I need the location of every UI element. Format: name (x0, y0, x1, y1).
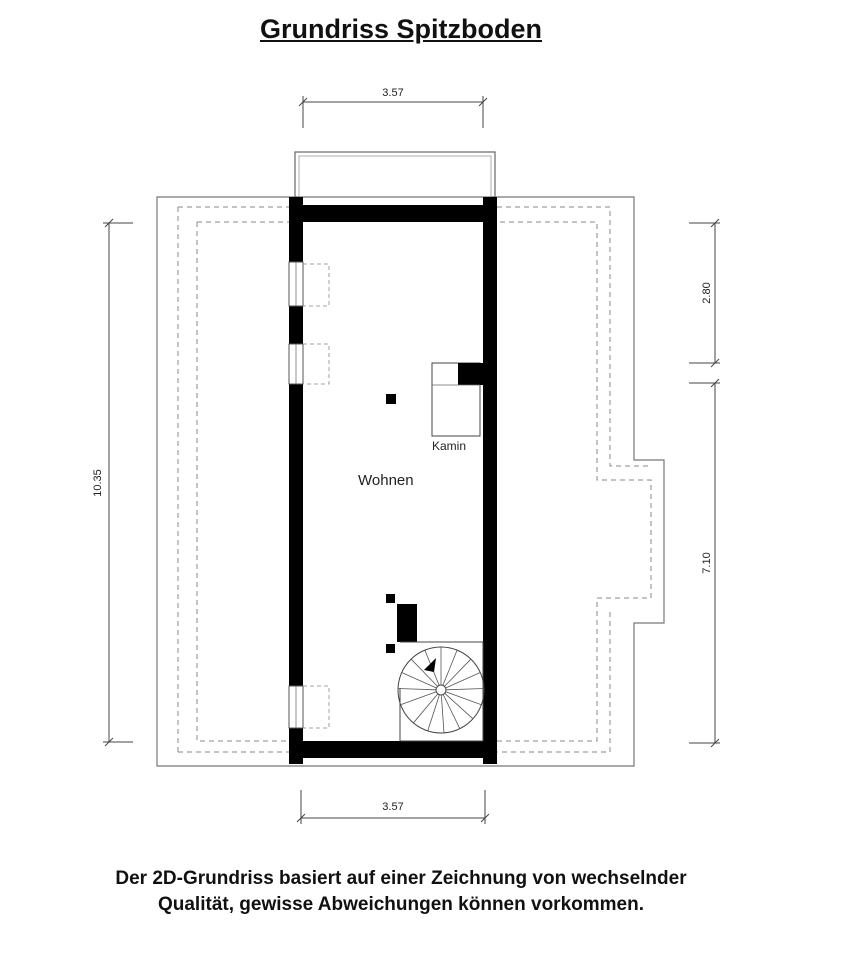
window-3 (289, 686, 329, 728)
dimension-top-label: 3.57 (382, 87, 404, 99)
small-block-1 (386, 594, 395, 603)
wall-bottom (289, 741, 497, 758)
window-2 (289, 344, 329, 384)
plan-title: Grundriss Spitzboden (259, 14, 542, 44)
dimension-right-upper-label: 2.80 (701, 282, 713, 304)
disclaimer-line-1: Der 2D-Grundriss basiert auf einer Zeichnung von wechselnder (115, 868, 687, 889)
stair-tread (428, 695, 440, 731)
stair-tread (413, 694, 437, 723)
dimension-left (103, 219, 133, 746)
roof-dashed-line-outer (178, 207, 651, 752)
column (386, 394, 396, 404)
window-1 (289, 262, 329, 306)
chimney-block (397, 604, 417, 642)
spiral-staircase (398, 642, 484, 741)
dimension-left-label: 10.35 (92, 469, 104, 497)
wall-right (483, 197, 497, 764)
disclaimer-line-2: Qualität, gewisse Abweichungen können vorkommen. (157, 894, 644, 915)
dimension-bottom-label: 3.57 (382, 801, 404, 813)
top-balcony-inner (299, 156, 491, 197)
stair-tread (441, 695, 444, 733)
fireplace (432, 363, 483, 436)
small-block-2 (386, 644, 395, 653)
stair-tread (446, 688, 484, 689)
roof-dashed-line (178, 207, 651, 741)
stair-tread (443, 650, 457, 685)
top-balcony (295, 152, 495, 197)
stair-tread (446, 692, 482, 705)
dimension-top (299, 96, 487, 128)
stair-tread (401, 692, 437, 705)
disclaimer (0, 866, 802, 918)
dimension-right-lower-label: 7.10 (701, 552, 713, 574)
fireplace-label: Kamin (432, 439, 467, 453)
room-label-wohnen: Wohnen (358, 472, 414, 489)
wall-top (289, 205, 497, 222)
stair-tread (398, 688, 436, 689)
